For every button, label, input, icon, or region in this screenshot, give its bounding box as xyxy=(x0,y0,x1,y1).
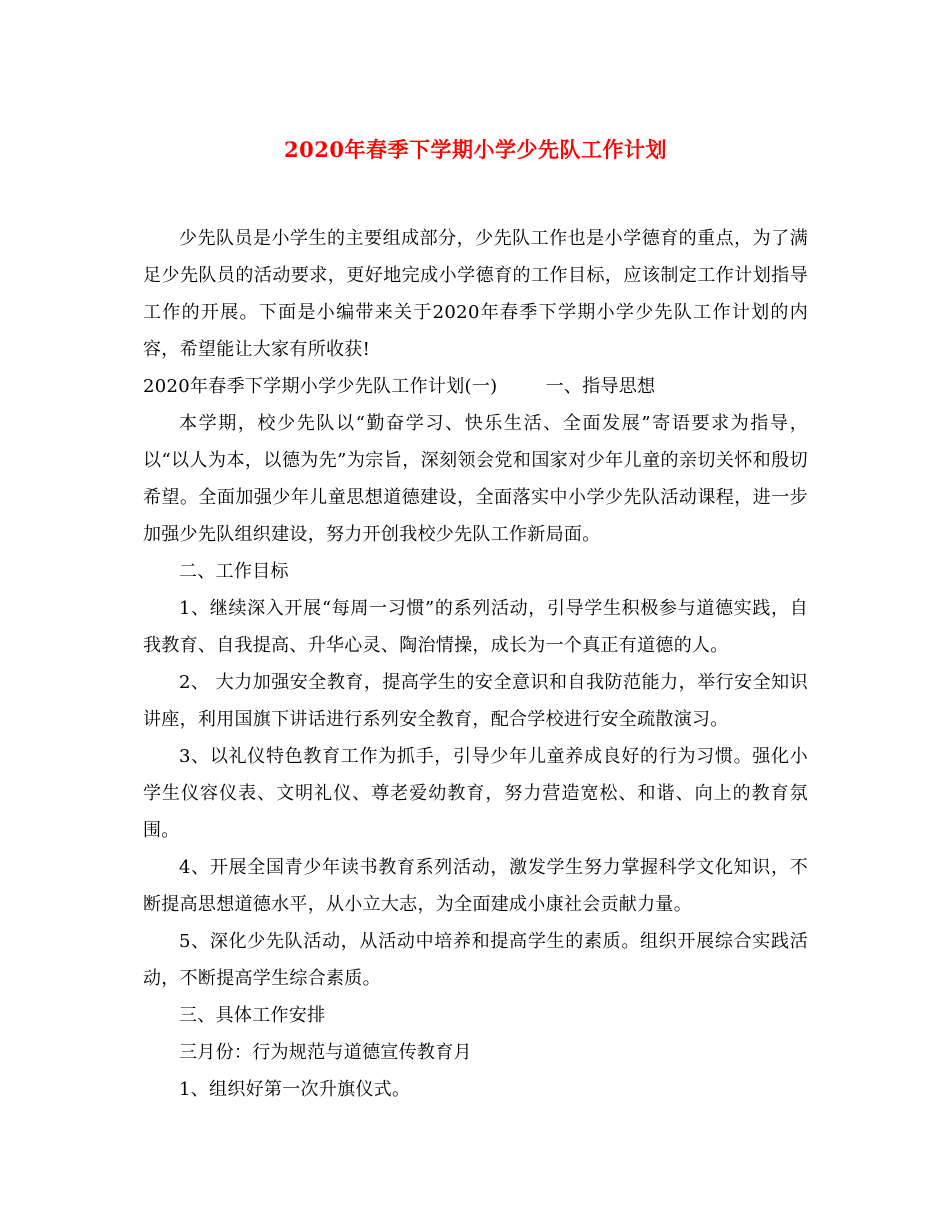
goal-item-4: 4、开展全国青少年读书教育系列活动，激发学生努力掌握科学文化知识，不断提高思想道德水平，从小立大志，为全面建成小康社会贡献力量。 xyxy=(143,857,808,915)
goal-item-1: 1、继续深入开展“每周一习惯”的系列活动，引导学生积极参与道德实践，自我教育、自我提高、升华心灵、陶治情操，成长为一个真正有道德的人。 xyxy=(143,598,808,656)
guiding-thought-paragraph: 本学期，校少先队以“勤奋学习、快乐生活、全面发展”寄语要求为指导，以“以人为本，以德为先”为宗旨，深刻领会党和国家对少年儿童的亲切关怀和殷切希望。全面加强少年儿童思想道德建设，全面落实中小学少先队活动课程，进一步加强少先队组织建设，努力开创我校少先队工作新局面。 xyxy=(143,413,808,545)
goal-item-3: 3、以礼仪特色教育工作为抓手，引导少年儿童养成良好的行为习惯。强化小学生仪容仪表、文明礼仪、尊老爱幼教育，努力营造宽松、和谐、向上的教育氛围。 xyxy=(143,746,808,841)
goal-item-2: 2、 大力加强安全教育，提高学生的安全意识和自我防范能力，举行安全知识讲座，利用国旗下讲话进行系列安全教育，配合学校进行安全疏散演习。 xyxy=(143,672,808,730)
goal-item-5: 5、深化少先队活动，从活动中培养和提高学生的素质。组织开展综合实践活动，不断提高学生综合素质。 xyxy=(143,931,808,989)
section-heading-goals: 二、工作目标 xyxy=(179,561,289,582)
document-body xyxy=(143,220,808,1108)
march-heading: 三月份：行为规范与道德宣传教育月 xyxy=(179,1042,472,1063)
march-item-1: 1、组织好第一次升旗仪式。 xyxy=(179,1079,411,1100)
section-heading-arrangement: 三、具体工作安排 xyxy=(179,1005,326,1026)
document-title: 2020年春季下学期小学少先队工作计划 xyxy=(284,137,667,162)
section-heading-plan-one: 2020年春季下学期小学少先队工作计划(一) 一、指导思想 xyxy=(143,376,656,397)
intro-paragraph: 少先队员是小学生的主要组成部分，少先队工作也是小学德育的重点，为了满足少先队员的活动要求，更好地完成小学德育的工作目标，应该制定工作计划指导工作的开展。下面是小编带来关于2020年春季下学期小学少先队工作计划的内容，希望能让大家有所收获! xyxy=(143,228,808,360)
